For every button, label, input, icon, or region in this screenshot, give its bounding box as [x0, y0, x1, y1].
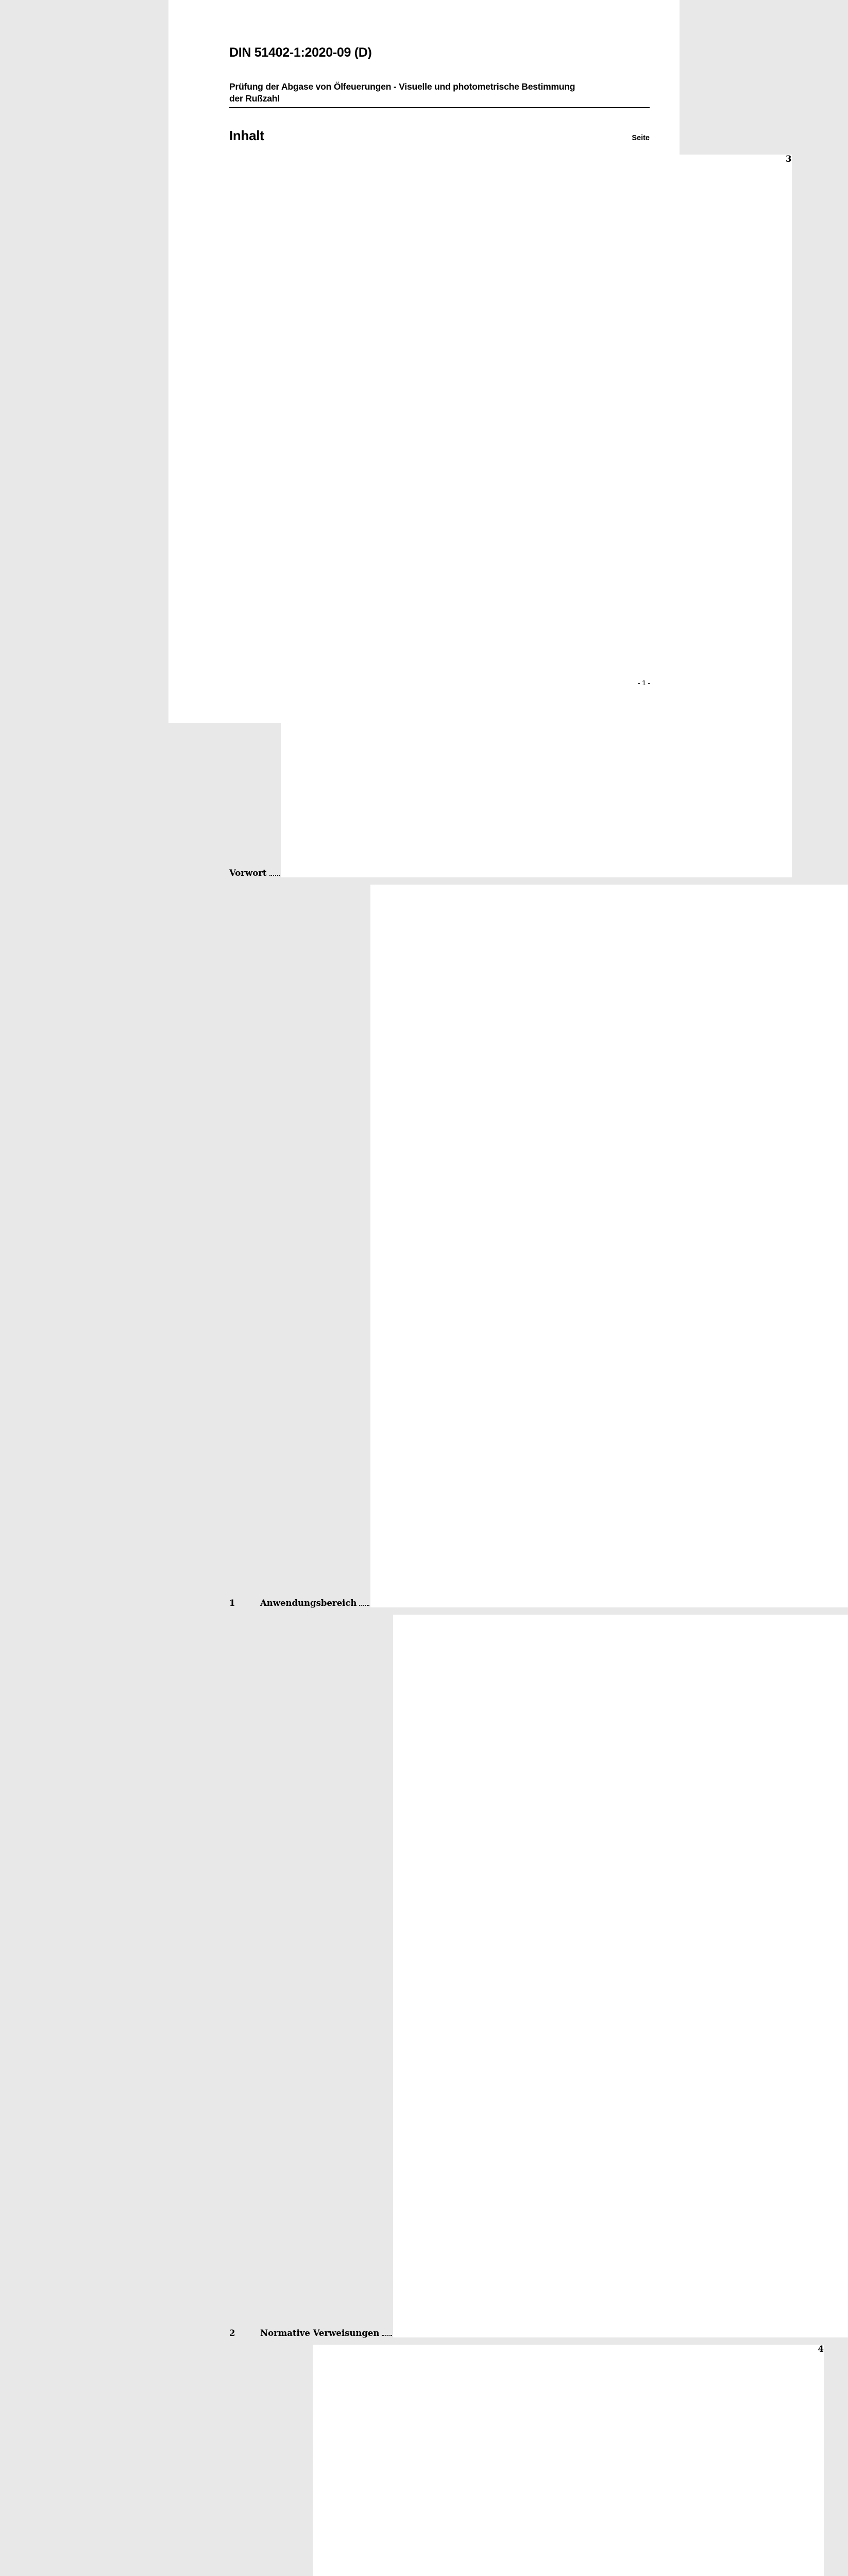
toc-header-row — [229, 128, 650, 143]
page-content — [229, 0, 824, 2576]
doc-title-line-2: der Rußzahl — [229, 93, 280, 104]
table-of-contents — [229, 154, 824, 2576]
toc-entry-label: Anwendungsbereich — [260, 1598, 357, 1608]
toc-entry[interactable] — [229, 154, 792, 878]
document-page — [168, 0, 824, 2354]
toc-dot-leader-line — [382, 2335, 392, 2336]
toc-entry[interactable] — [229, 2344, 824, 2576]
toc-entry-page — [370, 885, 848, 1607]
toc-dot-leader-line — [269, 875, 280, 876]
toc-entry-label: Normative Verweisungen — [260, 2328, 380, 2338]
toc-entry-label: Vorwort — [229, 868, 267, 878]
toc-heading: Inhalt — [229, 128, 264, 143]
toc-entry-page — [393, 1615, 848, 2337]
toc-page-column-label: Seite — [632, 134, 650, 142]
doc-number-heading: DIN 51402-1:2020-09 (D) — [229, 45, 372, 60]
page-footer — [638, 679, 650, 687]
doc-title-line-1: Prüfung der Abgase von Ölfeuerungen - Visuelle und photometrische Bestimmung — [229, 81, 575, 92]
toc-entry-page: 3 — [281, 155, 792, 877]
doc-title — [229, 81, 650, 108]
toc-entry-number: 1 — [229, 1598, 235, 1608]
toc-entry-number: 2 — [229, 2328, 235, 2338]
toc-entry[interactable] — [229, 1615, 650, 2337]
toc-dot-leader-line — [359, 1605, 369, 1606]
page-number: - 1 - — [637, 679, 650, 687]
toc-entry-page: 4 — [313, 2345, 824, 2576]
toc-entry[interactable] — [229, 885, 650, 1607]
